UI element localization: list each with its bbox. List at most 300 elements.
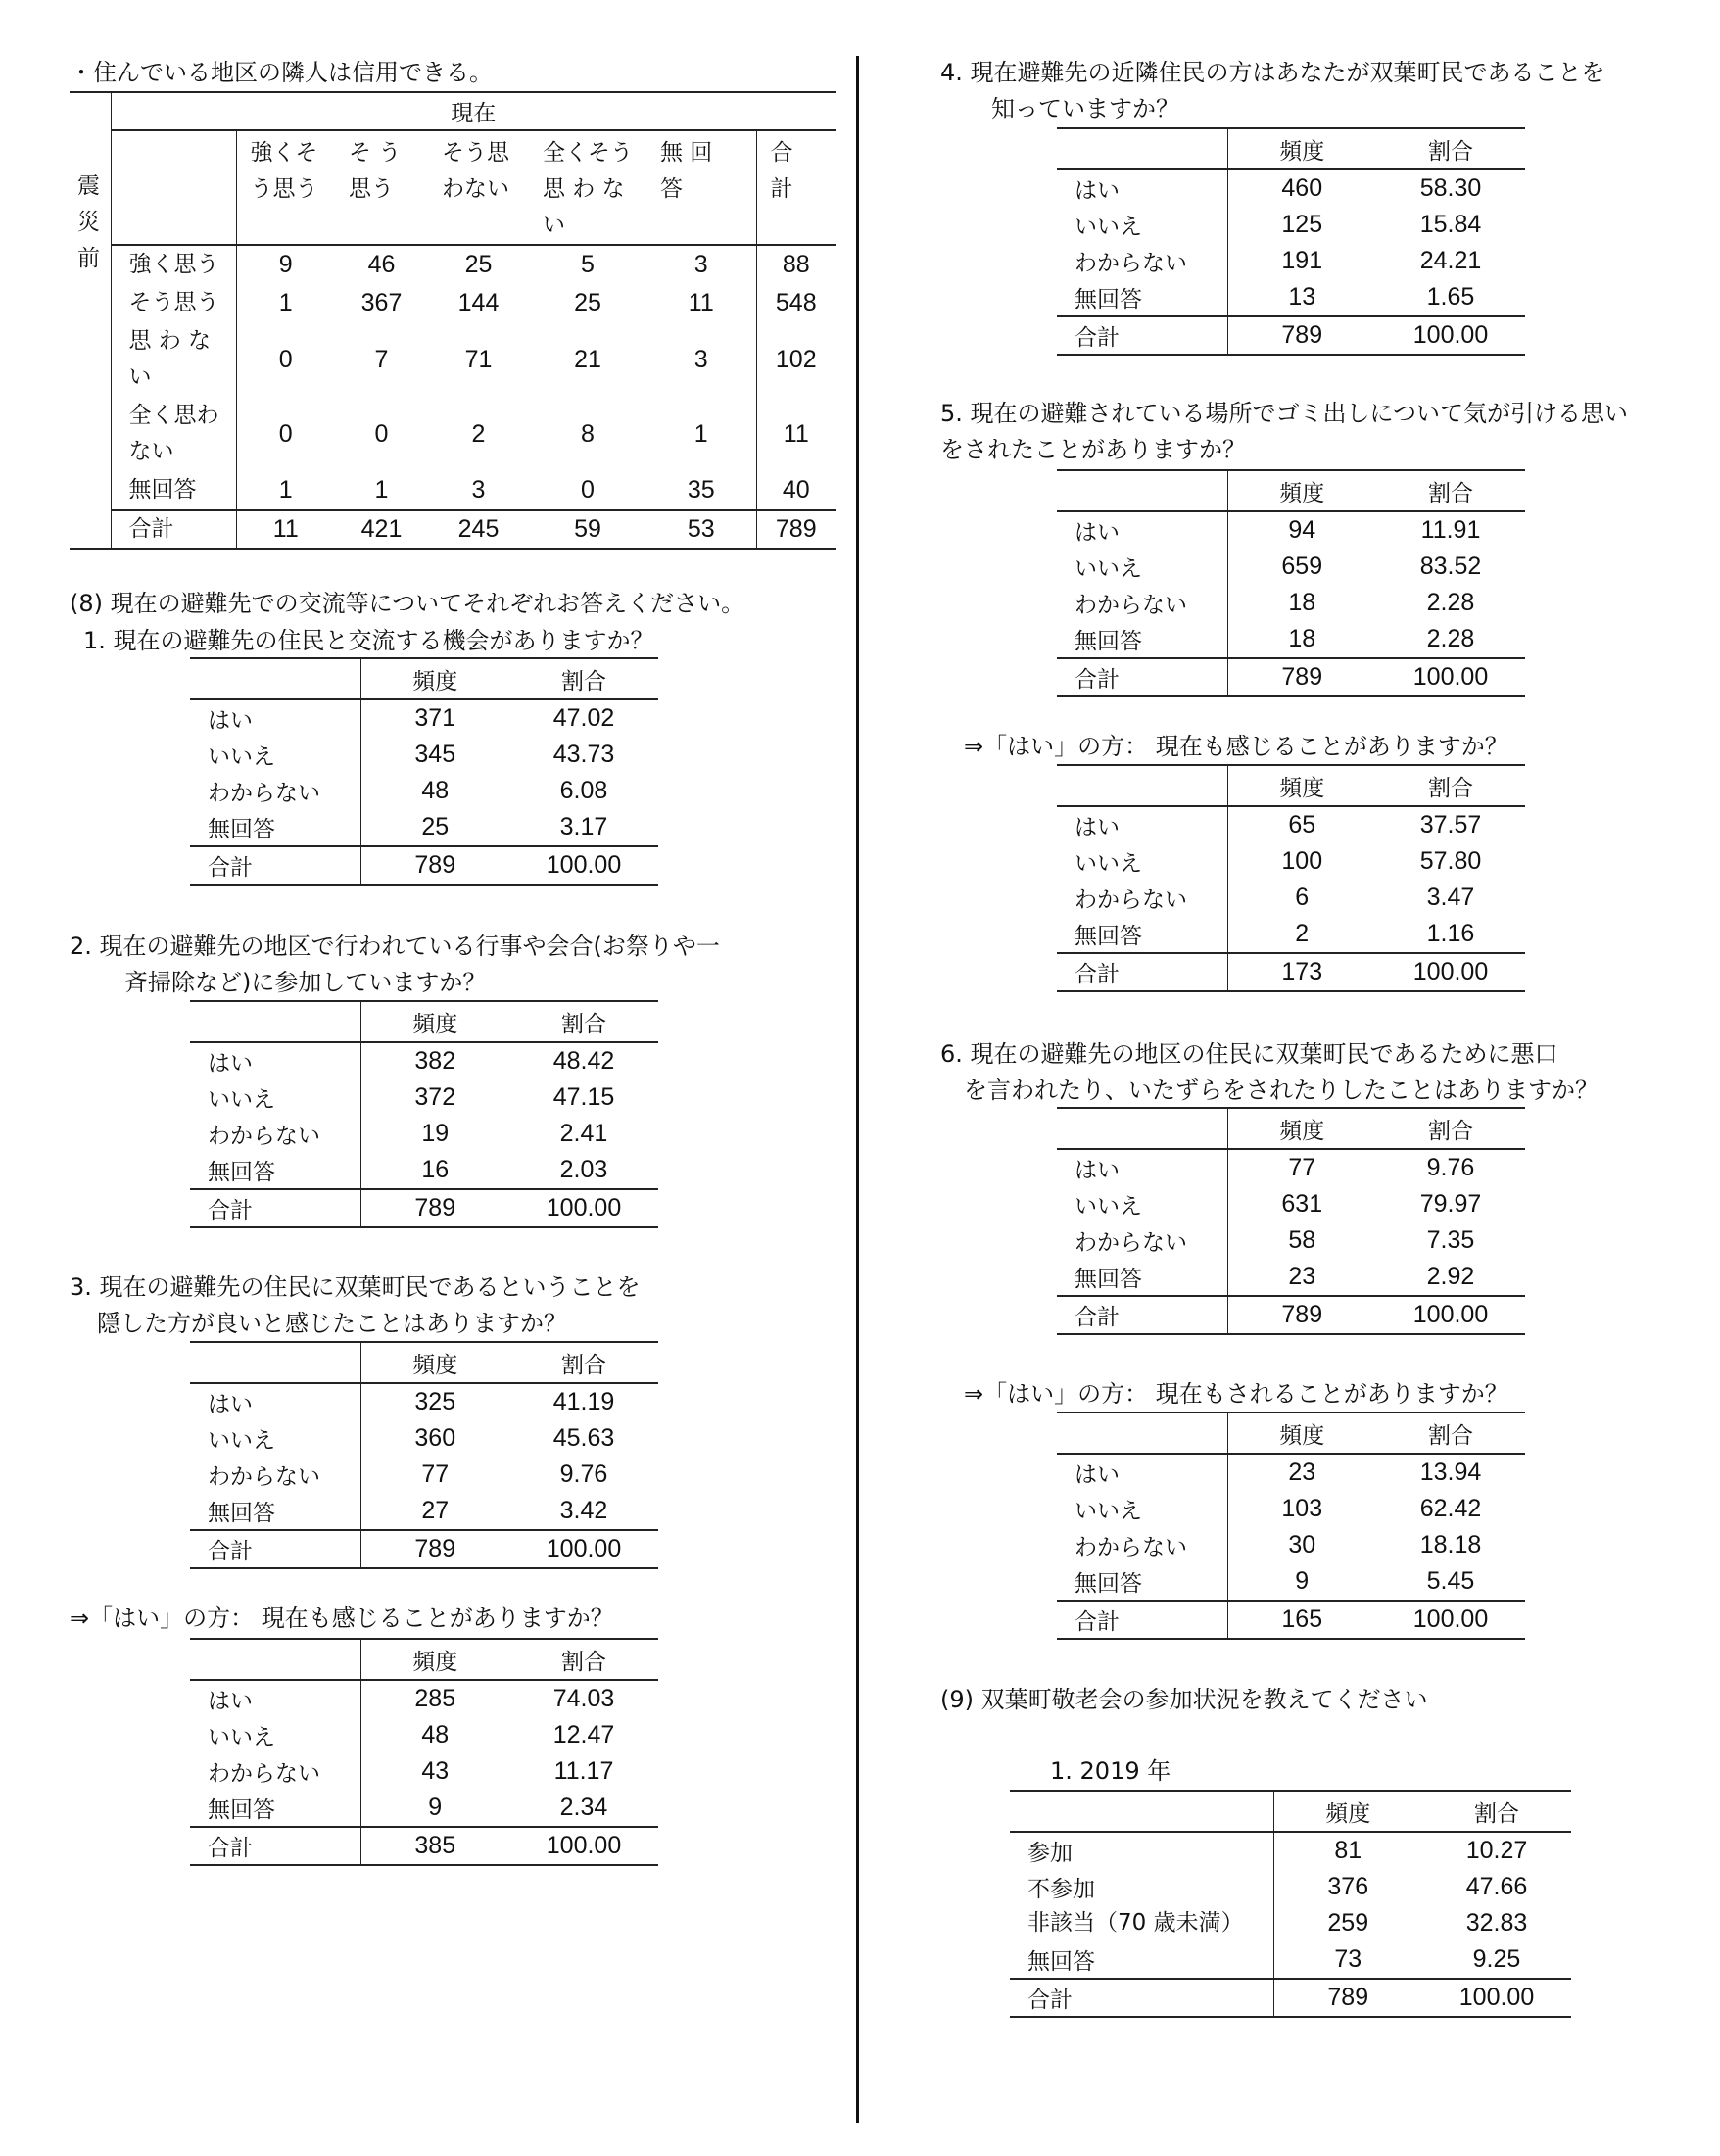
total-row xyxy=(1057,953,1525,991)
percent-cell: 43.73 xyxy=(552,741,615,768)
percent-cell: 11.17 xyxy=(553,1757,614,1785)
percent-cell: 15.84 xyxy=(1419,211,1482,238)
row-label: はい xyxy=(1057,169,1227,207)
total-label: 合計 xyxy=(190,1827,360,1865)
percent-cell: 58.30 xyxy=(1419,174,1482,202)
total-frequency: 789 xyxy=(1227,1296,1376,1334)
row-label: いいえ xyxy=(1057,1186,1227,1222)
column-header xyxy=(236,130,335,245)
row-label-line: ない xyxy=(128,439,174,464)
cross-table-title: ・住んでいる地区の隣人は信用できる。 xyxy=(70,59,493,86)
cross-cell: 40 xyxy=(756,470,836,510)
table-row xyxy=(190,1152,658,1189)
total-label: 合計 xyxy=(190,846,360,885)
percent-cell: 18.18 xyxy=(1419,1531,1482,1558)
table-header-row xyxy=(1010,1791,1571,1832)
row-label: はい xyxy=(190,1680,360,1717)
header-frequency: 頻度 xyxy=(1227,128,1376,169)
cross-total-cell: 11 xyxy=(236,510,335,549)
frequency-cell: 376 xyxy=(1327,1873,1369,1900)
total-label: 合計 xyxy=(1057,316,1227,355)
frequency-cell: 103 xyxy=(1281,1495,1323,1522)
frequency-table xyxy=(1057,764,1525,992)
percent-cell: 13.94 xyxy=(1419,1459,1482,1486)
cross-cell: 9 xyxy=(278,251,293,278)
percent-cell: 62.42 xyxy=(1419,1495,1482,1522)
row-label: いいえ xyxy=(190,1420,360,1457)
header-percent: 割合 xyxy=(1422,1791,1571,1832)
cross-cell: 46 xyxy=(367,251,396,278)
frequency-table xyxy=(1010,1790,1571,2018)
header-percent: 割合 xyxy=(1376,765,1525,806)
cross-cell: 25 xyxy=(464,251,493,278)
frequency-cell: 191 xyxy=(1281,247,1323,274)
frequency-cell: 81 xyxy=(1334,1837,1362,1864)
frequency-cell: 25 xyxy=(421,813,450,840)
frequency-cell: 6 xyxy=(1295,884,1310,911)
table-row xyxy=(190,737,658,773)
percent-cell: 1.65 xyxy=(1426,283,1475,311)
table-row xyxy=(190,1116,658,1152)
row-label xyxy=(111,284,236,321)
table-row xyxy=(1057,843,1525,880)
total-row xyxy=(1057,1601,1525,1639)
row-label-line: そう思う xyxy=(128,289,219,315)
row-label: わからない xyxy=(190,1457,360,1493)
question-text: 6. 現在の避難先の地区の住民に双葉町民であるために悪口 xyxy=(940,1040,1558,1068)
row-label: はい xyxy=(190,1383,360,1420)
column-header-line: 答 xyxy=(660,176,683,202)
total-row xyxy=(1057,1296,1525,1334)
header-blank xyxy=(1057,128,1227,169)
cross-tabulation xyxy=(70,91,836,550)
table-row xyxy=(1057,806,1525,843)
row-label-line: 思 わ な xyxy=(128,328,212,354)
percent-cell: 83.52 xyxy=(1419,552,1482,580)
percent-cell: 5.45 xyxy=(1426,1567,1475,1595)
table-header-row xyxy=(1057,1108,1525,1149)
table-row xyxy=(1057,549,1525,585)
percent-cell: 9.76 xyxy=(1426,1154,1475,1181)
cross-cell: 88 xyxy=(756,245,836,284)
cross-cell: 1 xyxy=(693,419,708,448)
total-percent: 100.00 xyxy=(509,1827,658,1865)
column-header-line: 全くそう xyxy=(543,140,633,166)
total-label: 合計 xyxy=(1057,953,1227,991)
question-text: 1. 2019 年 xyxy=(1050,1757,1171,1785)
frequency-cell: 325 xyxy=(414,1388,456,1415)
cross-total-cell: 789 xyxy=(756,510,836,549)
total-label: 合計 xyxy=(1057,1296,1227,1334)
frequency-table xyxy=(1057,469,1525,697)
row-group-label: 震 xyxy=(77,173,100,199)
total-frequency: 173 xyxy=(1227,953,1376,991)
table-row xyxy=(1057,207,1525,243)
percent-cell: 11.91 xyxy=(1420,516,1481,544)
cross-cell: 5 xyxy=(581,251,595,278)
table-row xyxy=(1057,585,1525,621)
cross-table-row xyxy=(70,284,836,321)
percent-cell: 57.80 xyxy=(1419,847,1482,875)
row-label: 無回答 xyxy=(1057,916,1227,953)
header-frequency: 頻度 xyxy=(1227,470,1376,511)
cross-cell: 11 xyxy=(756,398,836,470)
row-group-label: 災 xyxy=(77,210,100,235)
total-frequency: 789 xyxy=(1273,1979,1422,2017)
total-label: 合計 xyxy=(1057,1601,1227,1639)
header-blank xyxy=(111,130,236,245)
percent-cell: 2.92 xyxy=(1426,1263,1475,1290)
percent-cell: 79.97 xyxy=(1419,1190,1482,1218)
cross-cell: 3 xyxy=(471,475,486,503)
frequency-cell: 73 xyxy=(1334,1945,1362,1973)
table-header-row xyxy=(1057,1413,1525,1454)
row-label: わからない xyxy=(190,1116,360,1152)
percent-cell: 3.47 xyxy=(1426,884,1475,911)
column-header xyxy=(756,130,836,245)
row-label-line: い xyxy=(128,364,152,390)
percent-cell: 48.42 xyxy=(552,1047,615,1075)
table-row xyxy=(190,1717,658,1753)
frequency-table xyxy=(190,1341,658,1569)
column-header-line: そ う xyxy=(349,140,402,166)
question-text: ⇒「はい」の方： 現在も感じることがありますか？ xyxy=(70,1605,614,1632)
percent-cell: 6.08 xyxy=(559,777,608,804)
table-row xyxy=(1057,1563,1525,1601)
cross-cell: 71 xyxy=(464,345,493,373)
header-blank xyxy=(1057,1108,1227,1149)
row-label: はい xyxy=(1057,511,1227,549)
question-text: ⇒「はい」の方： 現在も感じることがありますか？ xyxy=(964,733,1508,760)
row-group-label: 前 xyxy=(77,246,100,271)
total-percent: 100.00 xyxy=(1422,1979,1571,2017)
cross-table-row xyxy=(70,470,836,510)
row-label xyxy=(111,245,236,284)
total-row xyxy=(1057,658,1525,696)
row-label: いいえ xyxy=(190,1717,360,1753)
question-text: 1. 現在の避難先の住民と交流する機会がありますか？ xyxy=(83,627,654,654)
table-header-row xyxy=(190,1001,658,1042)
table-row xyxy=(1057,916,1525,953)
frequency-table xyxy=(190,1000,658,1228)
percent-cell: 47.15 xyxy=(552,1083,615,1111)
total-frequency: 385 xyxy=(360,1827,509,1865)
column-header-line: そう思 xyxy=(442,140,509,166)
frequency-cell: 48 xyxy=(421,777,450,804)
cross-cell: 25 xyxy=(574,288,601,316)
cross-cell: 21 xyxy=(574,345,601,373)
row-label: 無回答 xyxy=(190,1152,360,1189)
cross-cell: 0 xyxy=(278,345,293,373)
table-row xyxy=(1057,1149,1525,1186)
column-header-line: 無 回 xyxy=(660,140,713,166)
table-row xyxy=(1057,279,1525,316)
frequency-cell: 30 xyxy=(1288,1531,1316,1558)
table-row xyxy=(190,809,658,846)
row-label: わからない xyxy=(190,773,360,809)
header-blank xyxy=(1057,1413,1227,1454)
row-label-line: 無回答 xyxy=(128,476,197,503)
frequency-cell: 48 xyxy=(421,1721,450,1749)
table-row xyxy=(1057,1491,1525,1527)
row-label: いいえ xyxy=(190,737,360,773)
table-header-row xyxy=(1057,765,1525,806)
total-label: 合計 xyxy=(1057,658,1227,696)
question-text: 斉掃除など)に参加していますか？ xyxy=(124,969,487,996)
frequency-cell: 382 xyxy=(414,1047,456,1075)
frequency-table xyxy=(1057,127,1525,356)
table-row xyxy=(190,1383,658,1420)
cross-cell: 1 xyxy=(278,288,293,316)
table-row xyxy=(1057,1527,1525,1563)
header-blank xyxy=(190,1342,360,1383)
percent-cell: 32.83 xyxy=(1465,1909,1528,1937)
row-label: 不参加 xyxy=(1010,1869,1273,1905)
column-header xyxy=(335,130,428,245)
table-row xyxy=(1057,621,1525,658)
table-row xyxy=(190,1042,658,1079)
frequency-cell: 43 xyxy=(421,1757,450,1785)
row-label: いいえ xyxy=(1057,207,1227,243)
row-label-line: 強く思う xyxy=(128,252,219,277)
question-text: 知っていますか？ xyxy=(991,95,1179,122)
frequency-cell: 27 xyxy=(421,1497,450,1524)
table-row xyxy=(1057,1259,1525,1296)
row-label: はい xyxy=(190,1042,360,1079)
cross-cell: 144 xyxy=(457,288,500,316)
cross-cell: 2 xyxy=(471,419,486,448)
question-text: をされたことがありますか？ xyxy=(940,436,1246,463)
column-header-line: 強くそ xyxy=(250,140,318,166)
row-label: わからない xyxy=(1057,243,1227,279)
frequency-cell: 659 xyxy=(1281,552,1323,580)
header-frequency: 頻度 xyxy=(360,1342,509,1383)
frequency-cell: 77 xyxy=(1288,1154,1316,1181)
question-text: 4. 現在避難先の近隣住民の方はあなたが双葉町民であることを xyxy=(940,59,1605,86)
percent-cell: 3.17 xyxy=(559,813,608,840)
percent-cell: 1.16 xyxy=(1426,920,1475,947)
cross-cell: 0 xyxy=(278,419,293,448)
percent-cell: 9.76 xyxy=(559,1461,608,1488)
question-text: を言われたり、いたずらをされたりしたことはありますか？ xyxy=(964,1077,1599,1104)
total-label: 合計 xyxy=(1010,1979,1273,2017)
percent-cell: 47.02 xyxy=(552,704,615,732)
table-header-row xyxy=(190,658,658,699)
table-row xyxy=(190,1079,658,1116)
row-label: 無回答 xyxy=(1057,621,1227,658)
column-header-line: 思 わ な xyxy=(543,176,625,202)
frequency-cell: 9 xyxy=(1295,1567,1310,1595)
cross-cell: 367 xyxy=(360,288,403,316)
total-label xyxy=(111,510,236,549)
row-label: 無回答 xyxy=(1057,1563,1227,1601)
percent-cell: 2.28 xyxy=(1426,625,1475,652)
row-label xyxy=(111,398,236,470)
row-label: 無回答 xyxy=(190,1790,360,1827)
column-header xyxy=(646,130,756,245)
header-percent: 割合 xyxy=(1376,470,1525,511)
header-blank xyxy=(190,1001,360,1042)
cross-table-row xyxy=(70,398,836,470)
table-row xyxy=(190,1753,658,1790)
row-label: わからない xyxy=(1057,1222,1227,1259)
column-header-line: 思う xyxy=(349,176,394,202)
row-label: いいえ xyxy=(1057,843,1227,880)
frequency-cell: 23 xyxy=(1288,1459,1316,1486)
percent-cell: 3.42 xyxy=(559,1497,608,1524)
header-percent: 割合 xyxy=(1376,1108,1525,1149)
row-label-line: 合計 xyxy=(128,516,174,542)
column-header-line: う思う xyxy=(250,176,318,202)
cross-table-row xyxy=(70,245,836,284)
row-label: はい xyxy=(1057,1149,1227,1186)
frequency-cell: 9 xyxy=(428,1794,443,1821)
table-row xyxy=(1057,511,1525,549)
header-frequency: 頻度 xyxy=(360,1639,509,1680)
header-percent: 割合 xyxy=(509,1342,658,1383)
percent-cell: 74.03 xyxy=(552,1685,615,1712)
row-label: 無回答 xyxy=(1010,1941,1273,1979)
total-label: 合計 xyxy=(190,1189,360,1227)
row-label: 無回答 xyxy=(190,1493,360,1530)
cross-total-cell: 421 xyxy=(335,510,428,549)
total-frequency: 165 xyxy=(1227,1601,1376,1639)
total-percent: 100.00 xyxy=(1376,1601,1525,1639)
table-row xyxy=(1010,1832,1571,1869)
percent-cell: 47.66 xyxy=(1465,1873,1528,1900)
cross-cell: 7 xyxy=(374,345,389,373)
table-row xyxy=(190,773,658,809)
table-header-row xyxy=(190,1342,658,1383)
row-label: わからない xyxy=(1057,1527,1227,1563)
question-text: 5. 現在の避難されている場所でゴミ出しについて気が引ける思い xyxy=(940,400,1629,427)
table-row xyxy=(1057,1454,1525,1491)
column-header-line: 合 xyxy=(770,140,793,166)
percent-cell: 2.34 xyxy=(559,1794,608,1821)
column-header xyxy=(529,130,646,245)
row-label xyxy=(111,321,236,398)
percent-cell: 41.19 xyxy=(552,1388,615,1415)
header-percent: 割合 xyxy=(509,1639,658,1680)
cross-cell: 102 xyxy=(756,321,836,398)
table-row xyxy=(1057,169,1525,207)
percent-cell: 2.28 xyxy=(1426,589,1475,616)
percent-cell: 9.25 xyxy=(1472,1945,1521,1973)
row-label: はい xyxy=(1057,1454,1227,1491)
frequency-table xyxy=(190,657,658,886)
cross-cell: 0 xyxy=(374,419,389,448)
table-row xyxy=(190,1457,658,1493)
frequency-cell: 65 xyxy=(1288,811,1316,838)
total-row xyxy=(1057,316,1525,355)
column-divider xyxy=(856,56,859,2123)
percent-cell: 7.35 xyxy=(1426,1226,1475,1254)
frequency-cell: 2 xyxy=(1295,920,1310,947)
header-percent: 割合 xyxy=(509,658,658,699)
table-row xyxy=(1057,880,1525,916)
table-header-row xyxy=(1057,470,1525,511)
percent-cell: 12.47 xyxy=(552,1721,615,1749)
frequency-cell: 58 xyxy=(1288,1226,1316,1254)
table-row xyxy=(1010,1905,1571,1941)
percent-cell: 37.57 xyxy=(1419,811,1482,838)
total-percent: 100.00 xyxy=(509,846,658,885)
header-frequency: 頻度 xyxy=(1273,1791,1422,1832)
frequency-cell: 345 xyxy=(414,741,456,768)
total-frequency: 789 xyxy=(360,1530,509,1568)
table-header-row xyxy=(190,1639,658,1680)
cross-cell: 548 xyxy=(756,284,836,321)
question-text: 2. 現在の避難先の地区で行われている行事や会合(お祭りや一 xyxy=(70,933,720,960)
header-blank xyxy=(190,1639,360,1680)
frequency-cell: 77 xyxy=(421,1461,450,1488)
percent-cell: 2.41 xyxy=(559,1120,608,1147)
frequency-cell: 371 xyxy=(414,704,456,732)
total-percent: 100.00 xyxy=(1376,953,1525,991)
table-row xyxy=(1057,1222,1525,1259)
frequency-cell: 23 xyxy=(1288,1263,1316,1290)
column-header-line: い xyxy=(543,213,565,238)
frequency-table xyxy=(190,1638,658,1866)
section-8-heading: (8) 現在の避難先での交流等についてそれぞれお答えください。 xyxy=(70,590,745,617)
table-row xyxy=(190,1493,658,1530)
header-percent: 割合 xyxy=(509,1001,658,1042)
cross-cell: 8 xyxy=(581,419,595,448)
cross-table-row xyxy=(70,321,836,398)
cross-total-cell: 59 xyxy=(529,510,646,549)
frequency-cell: 18 xyxy=(1288,589,1316,616)
table-row xyxy=(190,699,658,737)
header-percent: 割合 xyxy=(1376,128,1525,169)
frequency-cell: 372 xyxy=(414,1083,456,1111)
cross-total-cell: 245 xyxy=(428,510,529,549)
table-header-row xyxy=(1057,128,1525,169)
row-label: はい xyxy=(190,699,360,737)
column-header-line: わない xyxy=(442,176,509,202)
row-label: いいえ xyxy=(1057,549,1227,585)
cross-total-row xyxy=(70,510,836,549)
frequency-cell: 285 xyxy=(414,1685,456,1712)
frequency-cell: 631 xyxy=(1281,1190,1323,1218)
row-label: 無回答 xyxy=(190,809,360,846)
percent-cell: 24.21 xyxy=(1419,247,1482,274)
question-text: ⇒「はい」の方： 現在もされることがありますか？ xyxy=(964,1380,1508,1408)
question-text: 3. 現在の避難先の住民に双葉町民であるということを xyxy=(70,1273,641,1301)
row-label: はい xyxy=(1057,806,1227,843)
table-row xyxy=(1010,1941,1571,1979)
row-label: 無回答 xyxy=(1057,279,1227,316)
row-label-line: 全く思わ xyxy=(128,403,219,428)
frequency-cell: 360 xyxy=(414,1424,456,1452)
total-frequency: 789 xyxy=(1227,316,1376,355)
header-blank xyxy=(1057,765,1227,806)
row-label: 非該当（70 歳未満） xyxy=(1010,1905,1273,1941)
percent-cell: 45.63 xyxy=(552,1424,615,1452)
frequency-table xyxy=(1057,1107,1525,1335)
header-frequency: 頻度 xyxy=(360,1001,509,1042)
cross-cell: 3 xyxy=(693,251,708,278)
header-blank xyxy=(190,658,360,699)
row-label: 無回答 xyxy=(1057,1259,1227,1296)
question-text: 隠した方が良いと感じたことはありますか？ xyxy=(97,1310,567,1337)
cross-cell: 3 xyxy=(693,345,708,373)
frequency-cell: 18 xyxy=(1288,625,1316,652)
column-header xyxy=(428,130,529,245)
frequency-cell: 460 xyxy=(1281,174,1323,202)
table-row xyxy=(1010,1869,1571,1905)
column-header-line: 計 xyxy=(770,176,793,202)
cross-cell: 1 xyxy=(374,475,389,503)
